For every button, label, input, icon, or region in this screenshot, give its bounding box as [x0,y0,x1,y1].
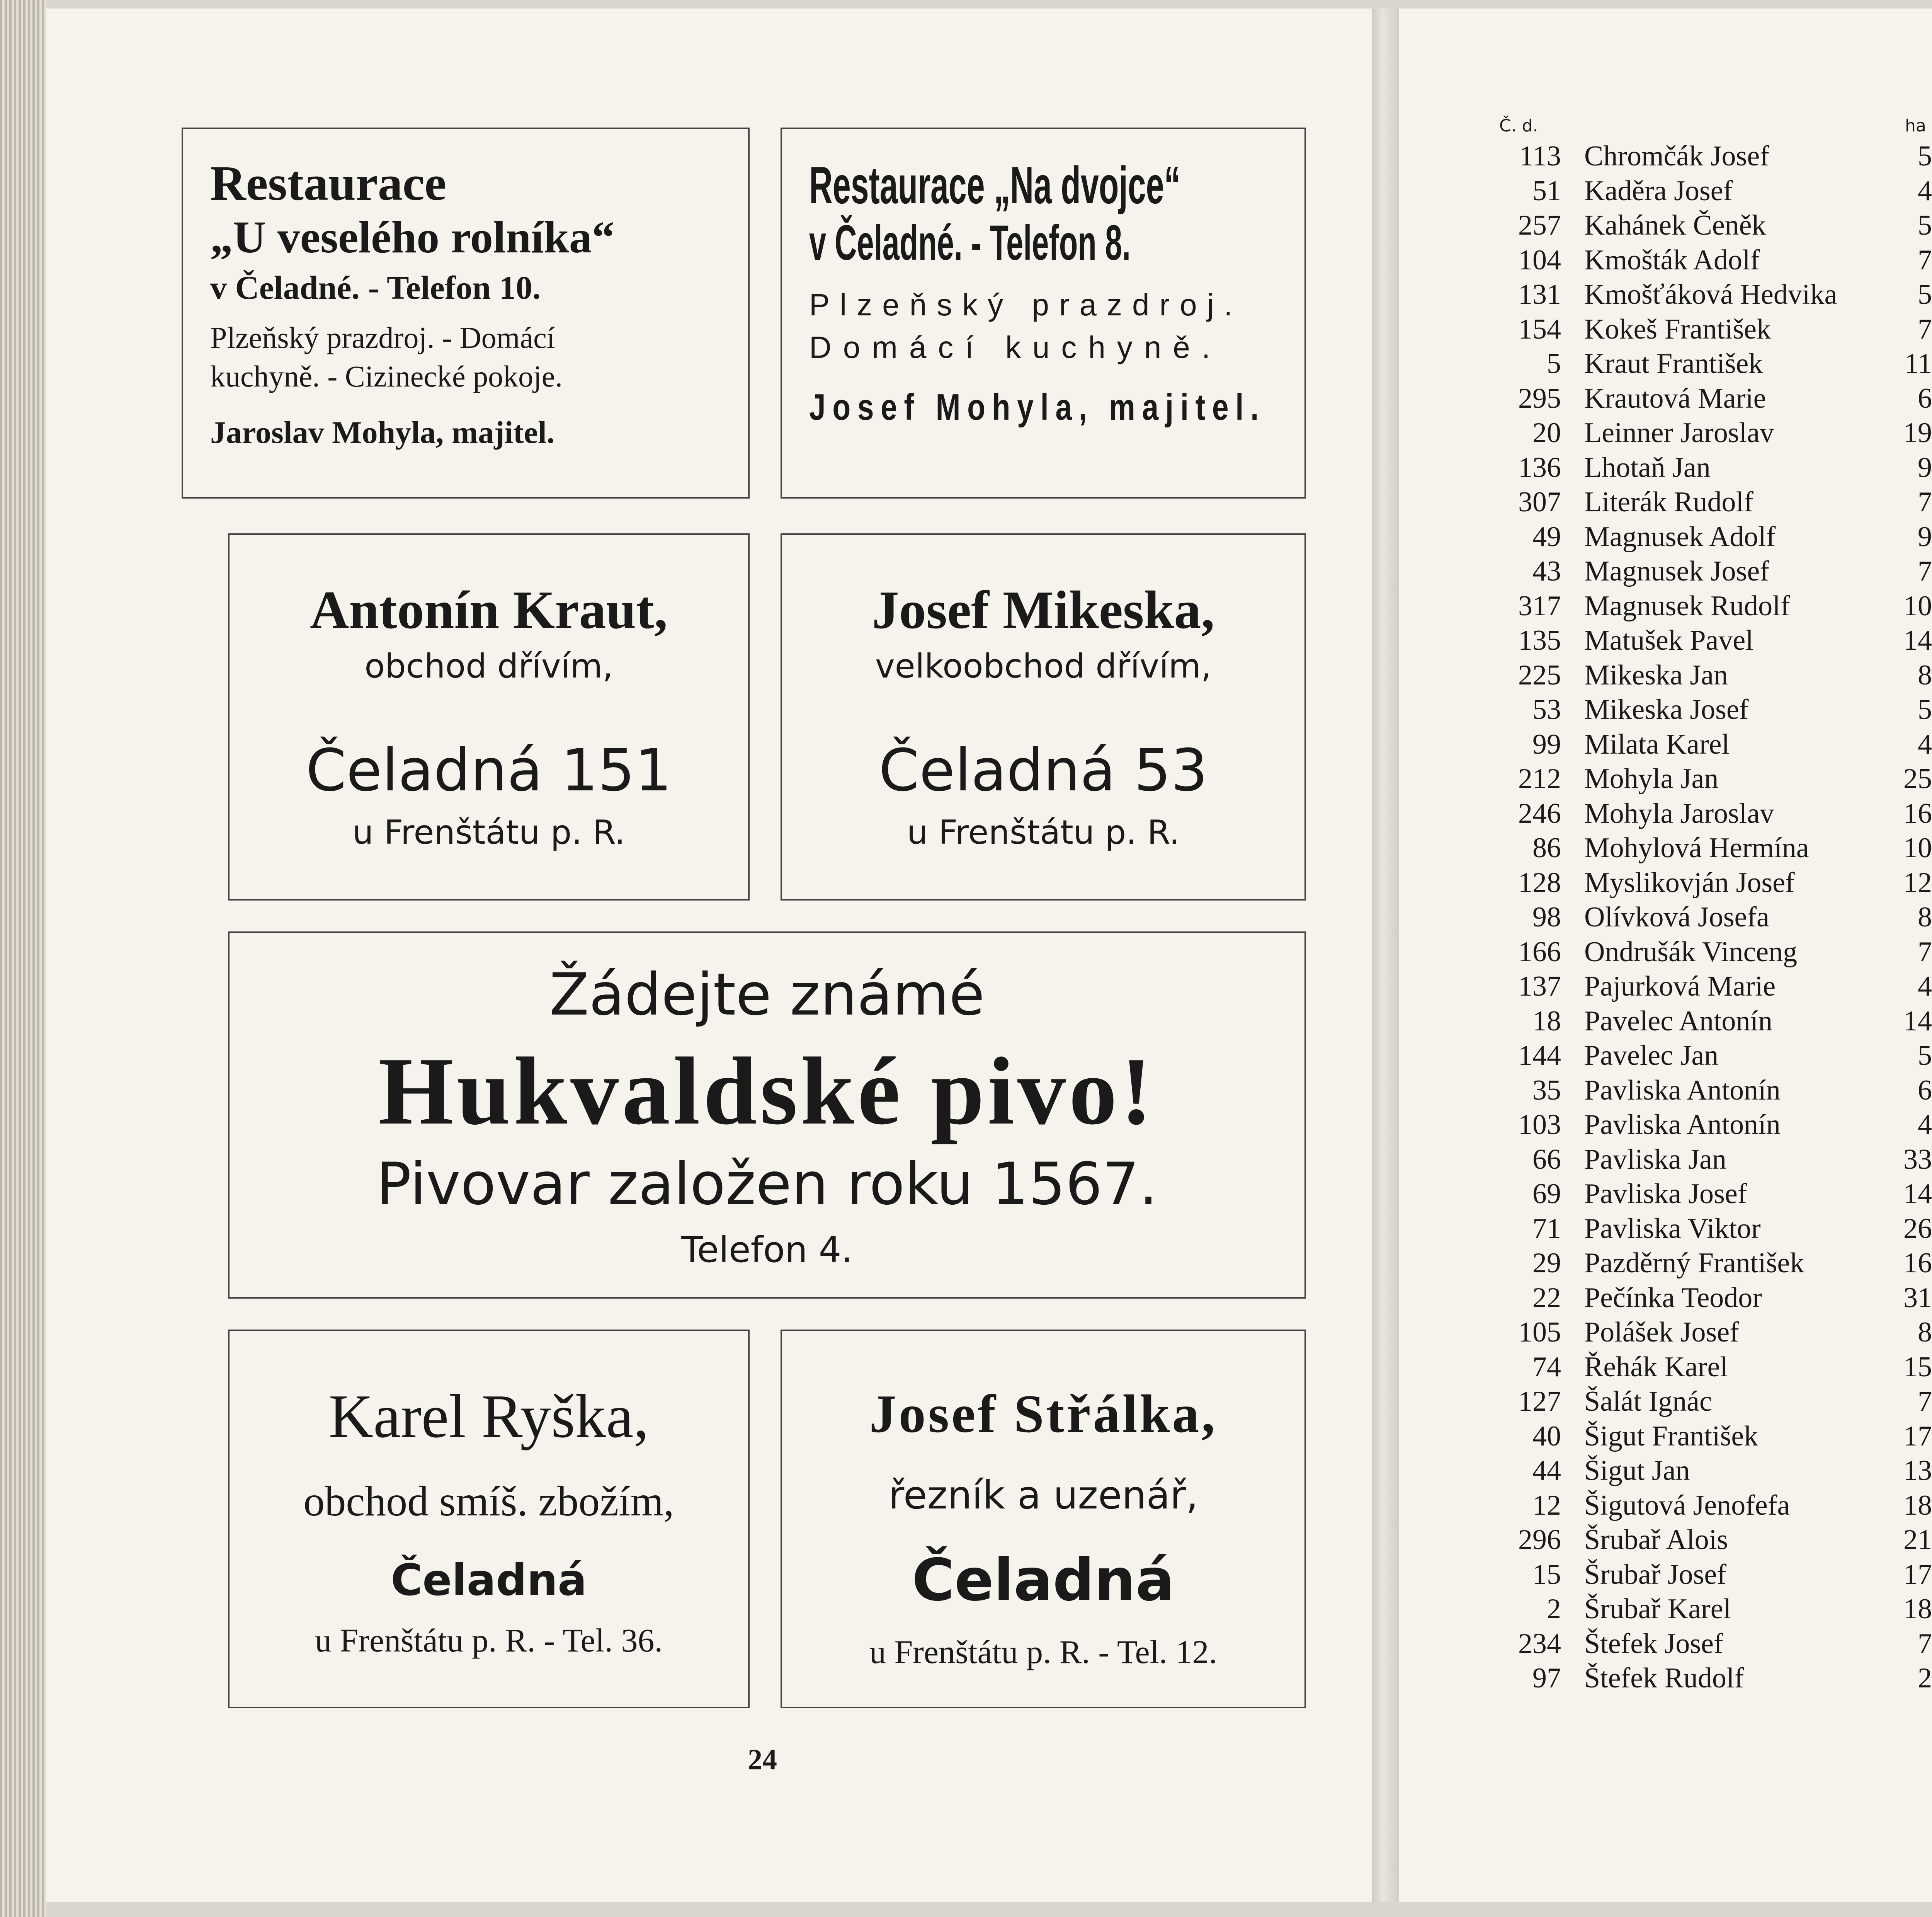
area-ha: 13 [1903,1455,1932,1486]
house-number: 234 [1518,1628,1561,1660]
ad4-name: Josef Mikeska, [872,580,1215,640]
ad-restaurace-u-veseleho-rolnika [182,128,750,499]
area-ha: 7 [1918,1628,1932,1660]
ad2-line3: Plzeňský prazdroj. [809,288,1243,322]
owner-name: Pavelec Jan [1584,1040,1719,1071]
house-number: 43 [1532,555,1561,587]
area-ha: 16 [1903,1247,1932,1279]
area-ha: 5 [1918,694,1932,725]
area-ha: 5 [1918,140,1932,172]
ad6-business: obchod smíš. zbožím, [303,1478,674,1525]
area-ha: 8 [1918,659,1932,691]
ad4-near: u Frenštátu p. R. [906,813,1180,852]
owner-name: Magnusek Rudolf [1584,590,1790,622]
house-number: 131 [1518,279,1561,310]
house-number: 104 [1518,244,1561,276]
owner-name: Mohylová Hermína [1584,832,1809,864]
ad-hukvaldske-pivo [228,931,1306,1299]
house-number: 20 [1532,417,1561,449]
owner-name: Kahánek Čeněk [1584,209,1766,241]
house-number: 35 [1532,1074,1561,1106]
house-number: 257 [1518,209,1561,241]
area-ha: 8 [1918,901,1932,933]
house-number: 103 [1518,1109,1561,1141]
owner-name: Pavliska Josef [1584,1178,1747,1210]
owner-name: Pavliska Jan [1584,1143,1726,1175]
house-number: 53 [1532,694,1561,725]
owner-name: Literák Rudolf [1584,486,1753,518]
area-ha: 15 [1903,1351,1932,1383]
owner-name: Šigut František [1584,1420,1759,1452]
owner-name: Ondrušák Vinceng [1584,936,1798,968]
ad7-near: u Frenštátu p. R. - Tel. 12. [869,1633,1218,1670]
owner-name: Štefek Rudolf [1584,1662,1744,1694]
owner-name: Šigut Jan [1584,1455,1690,1486]
owner-name: Pajurková Marie [1584,970,1776,1002]
house-number: 113 [1519,140,1561,172]
house-number: 15 [1532,1558,1561,1590]
ad-josef-mikeska [781,533,1306,901]
area-ha: 4 [1918,175,1932,207]
owner-name: Leinner Jaroslav [1584,417,1774,449]
ad-josef-stralka [781,1330,1306,1708]
owner-name: Mikeska Josef [1584,694,1749,725]
owner-name: Pavliska Viktor [1584,1212,1761,1245]
ad3-near: u Frenštátu p. R. [352,813,625,852]
owner-name: Řehák Karel [1584,1351,1728,1383]
area-ha: 21 [1903,1524,1932,1556]
area-ha: 16 [1903,797,1932,829]
ad-karel-ryska [228,1330,750,1708]
owner-name: Pečínka Teodor [1584,1282,1762,1314]
house-number: 44 [1532,1455,1561,1486]
house-number: 154 [1518,313,1561,345]
area-ha: 6 [1918,1074,1932,1106]
ad1-line2: „U veselého rolníka“ [210,212,615,262]
owner-name: Olívková Josefa [1584,901,1769,933]
area-ha: 14 [1903,625,1932,656]
owner-name: Lhotaň Jan [1584,451,1711,484]
owner-name: Šigutová Jenofefa [1584,1489,1790,1521]
ad7-business: řezník a uzenář, [888,1473,1198,1518]
owner-name: Šrubař Karel [1584,1593,1731,1625]
owner-name: Magnusek Josef [1584,555,1769,587]
area-ha: 25 [1903,763,1932,795]
owner-name: Pavelec Antonín [1584,1005,1773,1037]
house-number: 246 [1518,797,1561,829]
area-ha: 5 [1918,1040,1932,1071]
owner-name: Pavliska Antonín [1584,1109,1781,1141]
ad1-line5: kuchyně. - Cizinecké pokoje. [210,359,563,393]
owner-name: Kmošták Adolf [1584,244,1760,276]
owner-name: Kaděra Josef [1584,175,1733,207]
area-ha: 7 [1918,1386,1932,1417]
house-number: 18 [1532,1005,1561,1037]
house-number: 98 [1532,901,1561,933]
ad1-line1: Restaurace [210,156,447,211]
ad7-town: Čeladná [912,1547,1175,1614]
house-number: 295 [1518,382,1561,414]
house-number: 66 [1532,1143,1561,1175]
ad7-name: Josef Střálka, [869,1384,1218,1444]
house-number: 74 [1532,1351,1561,1383]
area-ha: 5 [1918,209,1932,241]
house-number: 317 [1518,590,1561,622]
owner-name: Kmošťáková Hedvika [1584,279,1837,310]
owner-name: Mikeska Jan [1584,659,1728,691]
house-number: 29 [1532,1247,1561,1279]
house-number: 69 [1532,1178,1561,1210]
ad5-line2: Hukvaldské pivo! [378,1038,1156,1145]
area-ha: 18 [1903,1489,1932,1521]
house-number: 105 [1518,1316,1561,1348]
area-ha: 7 [1918,244,1932,276]
area-ha: 8 [1918,1316,1932,1348]
house-number: 2 [1547,1593,1561,1625]
house-number: 40 [1532,1420,1561,1452]
owner-name: Pazděrný František [1584,1247,1804,1279]
area-ha: 10 [1903,590,1932,622]
house-number: 97 [1532,1662,1561,1694]
directory-left-column [1499,116,1932,1720]
area-ha: 7 [1918,936,1932,968]
owner-name: Myslikovján Josef [1584,867,1795,899]
house-number: 22 [1532,1282,1561,1314]
house-number: 307 [1518,486,1561,518]
house-number: 99 [1532,728,1561,760]
owner-name: Krautová Marie [1584,382,1766,414]
ad4-business: velkoobchod dřívím, [875,647,1212,686]
ad2-line5: Josef Mohyla, majitel. [809,386,1266,428]
owner-name: Šalát Ignác [1584,1386,1712,1417]
area-ha: 2 [1918,1662,1932,1694]
area-ha: 7 [1918,486,1932,518]
area-ha: 7 [1918,313,1932,345]
page-number-left: 24 [748,1743,777,1776]
house-number: 71 [1532,1212,1561,1245]
owner-name: Kraut František [1584,348,1763,380]
house-number: 296 [1518,1524,1561,1556]
ad-restaurace-na-dvojce [781,128,1306,499]
book-page-edges [0,0,46,1917]
area-ha: 4 [1918,1109,1932,1141]
house-number: 86 [1532,832,1561,864]
area-ha: 10 [1903,832,1932,864]
house-number: 137 [1518,970,1561,1002]
area-ha: 4 [1918,728,1932,760]
owner-name: Štefek Josef [1584,1628,1723,1660]
ad3-business: obchod dřívím, [364,647,613,686]
owner-name: Šrubař Josef [1584,1558,1726,1590]
area-ha: 6 [1918,382,1932,414]
house-number: 225 [1518,659,1561,691]
ad2-line2: v Čeladné. - Telefon 8. [809,215,1131,271]
ad3-name: Antonín Kraut, [310,580,668,640]
ad6-town: Čeladná [391,1555,587,1605]
house-number: 49 [1532,521,1561,553]
area-ha: 19 [1903,417,1932,449]
owner-name: Šrubař Alois [1584,1524,1728,1556]
owner-name: Pavliska Antonín [1584,1074,1781,1106]
area-ha: 5 [1918,279,1932,310]
house-number: 135 [1518,625,1561,656]
area-ha: 14 [1903,1005,1932,1037]
ad5-line4: Telefon 4. [681,1229,853,1270]
house-number: 128 [1518,867,1561,899]
area-ha: 33 [1903,1143,1932,1175]
area-ha: 18 [1903,1593,1932,1625]
owner-name: Magnusek Adolf [1584,521,1776,553]
ad2-line4: Domácí kuchyně. [809,330,1222,364]
owner-name: Matušek Pavel [1584,625,1753,656]
area-ha: 9 [1918,521,1932,553]
area-ha: 4 [1918,970,1932,1002]
header-ha: ha [1905,116,1926,136]
ad-antonin-kraut [228,533,750,901]
owner-name: Polášek Josef [1584,1316,1739,1348]
house-number: 166 [1518,936,1561,968]
owner-name: Mohyla Jan [1584,763,1719,795]
ad1-line4: Plzeňský prazdroj. - Domácí [210,321,555,354]
house-number: 212 [1518,763,1561,795]
ad6-name: Karel Ryška, [328,1382,649,1451]
house-number: 12 [1532,1489,1561,1521]
area-ha: 11 [1904,348,1932,380]
header-cd: Č. d. [1499,116,1538,136]
ad3-town: Čeladná 151 [306,737,672,804]
owner-name: Milata Karel [1584,728,1730,760]
book-spine [1372,9,1399,1902]
house-number: 51 [1532,175,1561,207]
house-number: 144 [1518,1040,1561,1071]
ad2-line1: Restaurace „Na dvojce“ [809,156,1180,215]
ad1-line3: v Čeladné. - Telefon 10. [210,269,541,306]
area-ha: 14 [1903,1178,1932,1210]
ad5-line3: Pivovar založen roku 1567. [376,1151,1158,1218]
area-ha: 7 [1918,555,1932,587]
area-ha: 31 [1903,1282,1932,1314]
ad6-near: u Frenštátu p. R. - Tel. 36. [315,1622,663,1659]
owner-name: Kokeš František [1584,313,1771,345]
house-number: 136 [1518,451,1561,484]
ad5-line1: Žádejte známé [549,961,985,1028]
owner-name: Chromčák Josef [1584,140,1769,172]
area-ha: 17 [1903,1420,1932,1452]
area-ha: 9 [1918,451,1932,484]
house-number: 5 [1547,348,1561,380]
area-ha: 26 [1903,1212,1932,1245]
ad1-line6: Jaroslav Mohyla, majitel. [210,415,555,450]
area-ha: 17 [1903,1558,1932,1590]
ad4-town: Čeladná 53 [879,737,1208,804]
area-ha: 12 [1903,867,1932,899]
owner-name: Mohyla Jaroslav [1584,797,1774,829]
house-number: 127 [1518,1386,1561,1417]
